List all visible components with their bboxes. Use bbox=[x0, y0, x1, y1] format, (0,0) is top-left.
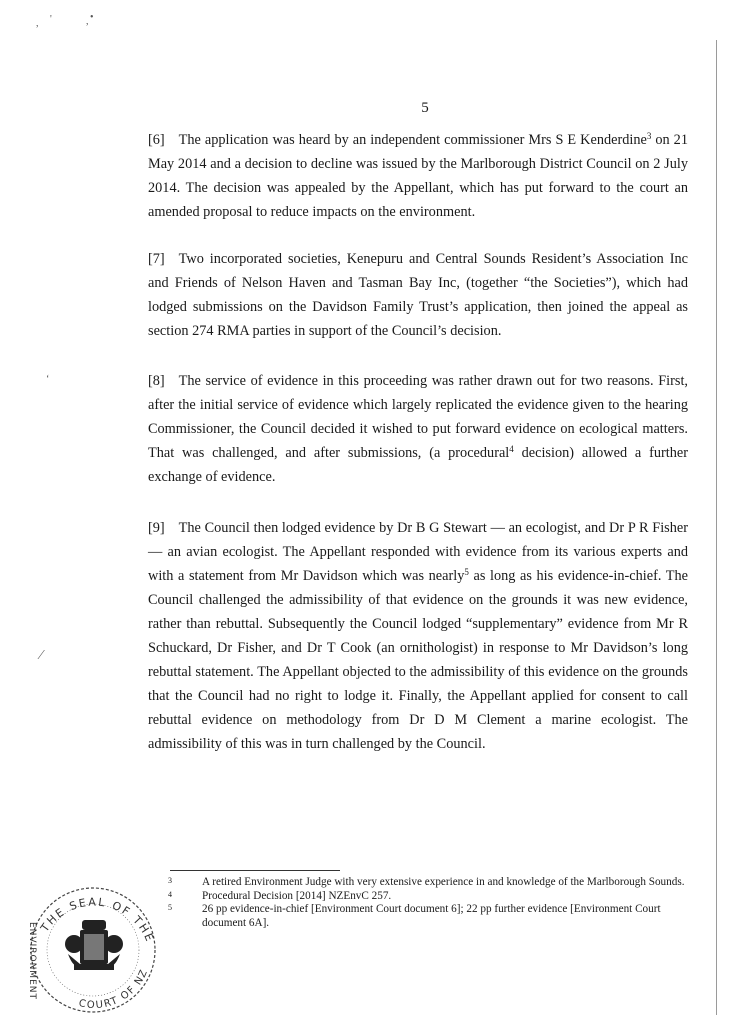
footnote-divider bbox=[170, 870, 340, 871]
footnote-ref[interactable]: 4 bbox=[509, 444, 514, 454]
paragraph-text: The application was heard by an independent commissioner Mrs S E Kenderdine bbox=[178, 132, 647, 148]
footnotes bbox=[168, 876, 688, 930]
footnote-text: Procedural Decision [2014] NZEnvC 257. bbox=[202, 889, 392, 902]
seal-left-text: ENVIRONMENT bbox=[27, 922, 37, 1000]
page-number: 5 bbox=[421, 100, 429, 116]
paragraph-number: [7] bbox=[148, 251, 165, 267]
footnote-mark: 3 bbox=[168, 876, 172, 885]
seal-bottom-text: COURT OF NZ bbox=[77, 967, 151, 1012]
svg-text:COURT OF NZ bbox=[78, 967, 151, 1011]
footnote-text: A retired Environment Judge with very extensive experience in and knowledge of the Marlborough Sounds. bbox=[202, 876, 685, 888]
paragraph-9 bbox=[148, 516, 688, 756]
paragraph-text: The service of evidence in this proceeding was rather drawn out for two reasons. First, after the initial service of evidence which largely replicated the evidence given to the hearing Commissioner, the Council decided it wished to put forward evidence on ecological matters. That was challenged, and after submissions, (a procedural bbox=[148, 373, 688, 461]
paragraph-8 bbox=[148, 369, 688, 489]
paragraph-number: [6] bbox=[148, 132, 165, 148]
paragraph-text: The Council then lodged evidence by Dr B G Stewart — an ecologist, and Dr P R Fisher — an avian ecologist. The Appellant responded with evidence from its various experts and with a statement from Mr Davidson which was nearly bbox=[148, 520, 688, 584]
scan-speck: , bbox=[86, 16, 89, 27]
footnote-text: 26 pp evidence-in-chief [Environment Court document 6]; 22 pp further evidence [Environment Court document 6A]. bbox=[202, 903, 661, 929]
footnote-4 bbox=[168, 890, 688, 904]
footnote-ref[interactable]: 5 bbox=[464, 567, 469, 577]
scan-speck: ⁄ bbox=[40, 648, 43, 663]
paragraph-6 bbox=[148, 128, 688, 224]
page-edge-line bbox=[716, 40, 717, 1015]
paragraph-number: [8] bbox=[148, 373, 165, 389]
scan-speck: • bbox=[90, 12, 94, 23]
footnote-mark: 4 bbox=[168, 889, 172, 899]
court-seal-icon bbox=[18, 878, 168, 1018]
footnote-3 bbox=[168, 876, 688, 890]
paragraph-text: Two incorporated societies, Kenepuru and Central Sounds Resident’s Association Inc and Friends of Nelson Haven and Tasman Bay Inc, (together “the Societies”), which had lodged submissions on the Davidson Family Trust’s application, then joined the appeal as section 274 RMA parties in support of the Council’s decision. bbox=[148, 251, 688, 339]
footnote-ref[interactable]: 3 bbox=[646, 131, 652, 141]
paragraph-text: on 21 May 2014 and a decision to decline was issued by the Marlborough District Council on 2 July 2014. The decision was appealed by the Appellant, which has put forward to the court an amended proposal to reduce impacts on the environment. bbox=[148, 132, 688, 220]
scan-speck: ‘ bbox=[46, 374, 50, 385]
paragraph-text: decision) allowed a further exchange of evidence. bbox=[148, 445, 689, 485]
footnote-5 bbox=[168, 903, 688, 930]
seal-top-text: THE SEAL OF THE bbox=[38, 895, 157, 945]
paragraph-text: as long as his evidence-in-chief. The Council challenged the admissibility of that evidence on the grounds it was new evidence, rather than rebuttal. Subsequently the Council lodged “supplementary” evidence from Mr R Schuckard, Dr Fisher, and Dr T Cook (an ornithologist) in response to Mr Davidson’s long rebuttal statement. The Appellant objected to the admissibility of this evidence on the grounds that the Council had no right to lodge it. Finally, the Appellant applied for consent to call rebuttal evidence on methodology from Dr D M Clement a marine ecologist. The admissibility of this was in turn challenged by the Council. bbox=[148, 568, 688, 752]
scan-speck: ' bbox=[50, 14, 52, 25]
paragraph-7 bbox=[148, 247, 688, 343]
seal-crest bbox=[65, 920, 123, 970]
footnote-mark: 5 bbox=[168, 903, 172, 912]
paragraph-number: [9] bbox=[148, 520, 165, 536]
scan-speck: , bbox=[36, 18, 39, 29]
